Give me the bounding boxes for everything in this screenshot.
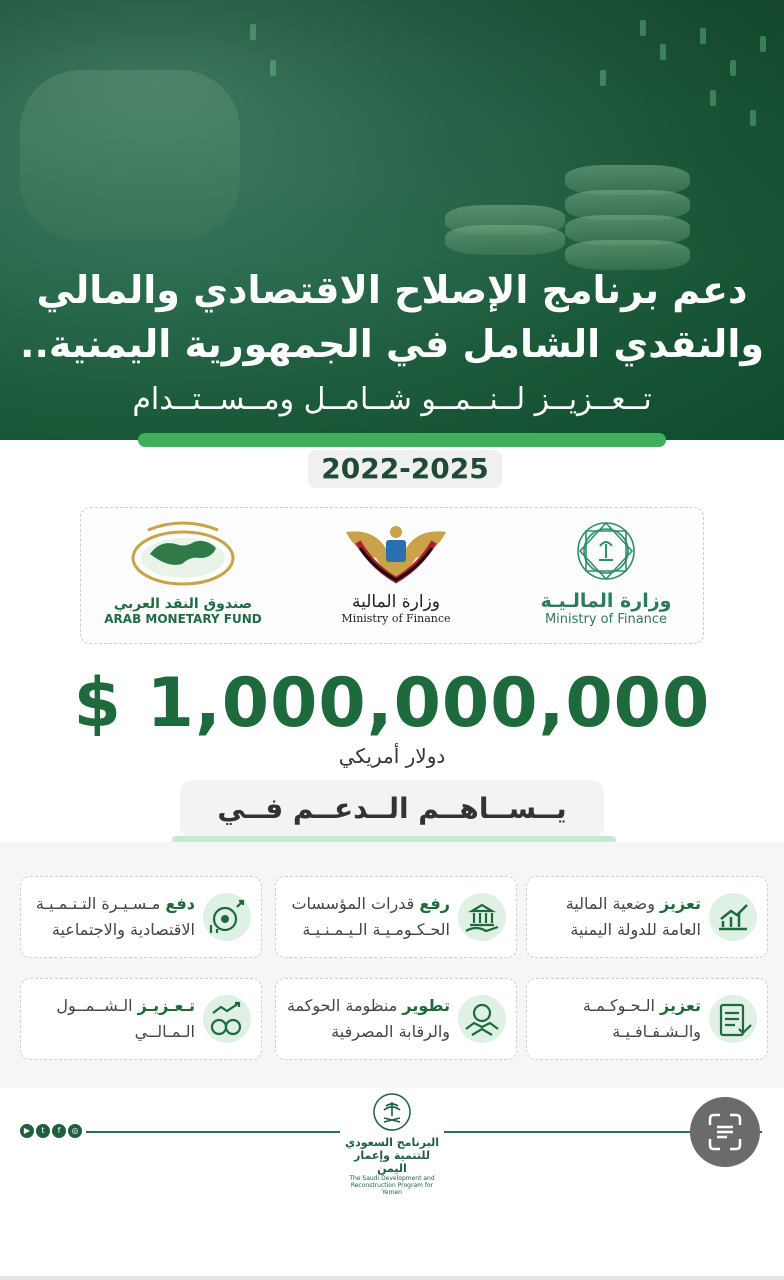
hero-banner [0, 0, 784, 440]
amf-name-ar: صندوق النقد العربي [113, 596, 253, 612]
yemen-mof-name-ar: وزارة المالية [352, 592, 440, 612]
partner-logos [80, 507, 704, 644]
hero-title-line1: دعم برنامج الإصلاح الاقتصادي والمالي [36, 268, 748, 312]
instagram-icon[interactable]: ◎ [68, 1124, 82, 1138]
sdrpy-logo [340, 1092, 444, 1196]
yemen-eagle-emblem-icon [336, 518, 456, 588]
goal-text: قدرات المؤسسات الحـكـومـيـة الـيـمـنـيـة [291, 894, 450, 939]
goal-card [20, 978, 262, 1060]
support-amount: $ 1,000,000,000 [73, 664, 711, 743]
currency-label: دولار أمريكي [338, 744, 446, 768]
gear-chart-icon [203, 893, 251, 941]
amf-name-en: ARAB MONETARY FUND [104, 612, 262, 626]
amf-emblem-icon [128, 520, 238, 590]
bottom-edge [0, 1276, 784, 1280]
goal-text: مـسـيـرة التـنـمـيـة الاقتصادية والاجتماعية [35, 894, 195, 939]
facebook-icon[interactable]: f [52, 1124, 66, 1138]
palm-swords-icon [372, 1092, 412, 1132]
goal-card [275, 978, 517, 1060]
goal-text: وضعية المالية العامة للدولة اليمنية [565, 894, 701, 939]
footer-line-left [86, 1131, 340, 1133]
youtube-icon[interactable]: ▶ [20, 1124, 34, 1138]
goal-card [275, 876, 517, 958]
hero-title-line2: والنقدي الشامل في الجمهورية اليمنية.. [20, 322, 764, 366]
contributes-heading: يــســاهــم الــدعــم فــي [180, 780, 604, 838]
goal-verb: تعزيز [660, 996, 701, 1015]
goal-text: منظومة الحوكمة والرقابة المصرفية [286, 996, 450, 1041]
accent-bar [138, 433, 666, 447]
program-name-ar: البرنامج السعودي للتنمية وإعمار اليمن [345, 1136, 439, 1175]
handshake-gear-icon [458, 995, 506, 1043]
goal-verb: تعزيز [660, 894, 701, 913]
scan-button[interactable] [690, 1097, 760, 1167]
goal-verb: رفع [419, 894, 450, 913]
goal-text: الـحـوكـمـة والـشـفـافـيـة [582, 996, 701, 1041]
saudi-mof-emblem-icon [569, 516, 643, 586]
hero-subtitle: تــعــزيــز لــنــمــو شــامــل ومــســتــدام [132, 382, 652, 417]
coins-growth-icon [203, 995, 251, 1043]
goal-text: الـشــمــول الـمـالــي [56, 996, 195, 1041]
saudi-mof-logo [531, 516, 681, 627]
saudi-mof-name-en: Ministry of Finance [544, 612, 668, 627]
yemen-mof-name-en: Ministry of Finance [341, 612, 451, 625]
program-name-en: The Saudi Development and Reconstruction Program for Yemen [349, 1175, 435, 1196]
institution-hand-icon [458, 893, 506, 941]
amf-logo [103, 520, 263, 626]
yemen-mof-logo [321, 518, 471, 625]
twitter-icon[interactable]: t [36, 1124, 50, 1138]
goal-verb: تـعـزيـز [137, 996, 195, 1015]
goal-card [526, 876, 768, 958]
checklist-bank-icon [709, 995, 757, 1043]
saudi-mof-name-ar: وزارة المالـيـة [540, 590, 672, 612]
goal-card [526, 978, 768, 1060]
goal-verb: تطوير [402, 996, 450, 1015]
period-badge: 2022-2025 [308, 450, 502, 488]
chart-up-icon [709, 893, 757, 941]
scan-text-icon [690, 1097, 760, 1167]
goal-verb: دفع [165, 894, 195, 913]
goal-card [20, 876, 262, 958]
